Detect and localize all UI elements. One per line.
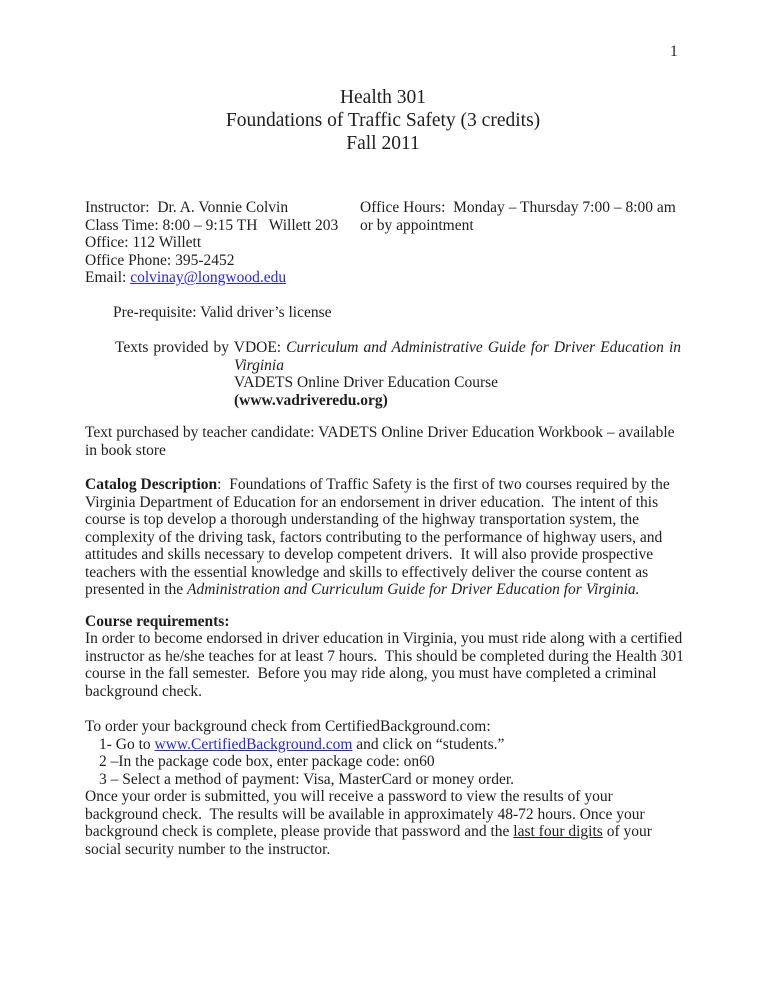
text-run: To order your background check from CertifiedBackground.com: xyxy=(85,718,491,735)
text-run: Once your order is submitted, you will receive a password to view the results of your xyxy=(85,788,613,805)
doc-line xyxy=(85,529,681,547)
doc-line xyxy=(85,442,681,460)
doc-line xyxy=(85,132,681,155)
text-run: Pre-requisite: Valid driver’s license xyxy=(113,303,332,321)
text-run-b: Course requirements: xyxy=(85,612,230,630)
background-check-section xyxy=(85,718,681,858)
text-run: attitudes and skills necessary to develop competent drivers. It will also provide prospective xyxy=(85,546,654,563)
text-run: presented in the xyxy=(85,581,188,598)
hyperlink[interactable]: www.CertifiedBackground.com xyxy=(154,735,353,753)
text-run: 2 –In the package code box, enter package code: on60 xyxy=(99,753,435,770)
text-run: 1- Go to xyxy=(99,735,155,753)
doc-line xyxy=(85,269,360,287)
text-run: in book store xyxy=(85,441,166,459)
text-run: VADETS Online Driver Education Course xyxy=(234,374,499,391)
doc-line xyxy=(85,546,681,564)
text-run: or by appointment xyxy=(360,216,474,234)
doc-line xyxy=(85,217,360,235)
text-run-i: Virginia xyxy=(234,356,284,374)
office-hours-details xyxy=(360,199,681,287)
background-check-intro xyxy=(85,718,681,736)
text-run: course in the fall semester. Before you may ride along, you must have completed a criminal xyxy=(85,665,657,682)
text-run: Virginia Department of Education for an endorsement in driver education. The intent of this xyxy=(85,493,659,511)
instructor-details xyxy=(85,199,360,287)
doc-line xyxy=(85,476,681,494)
doc-line xyxy=(85,199,360,217)
hyperlink[interactable]: colvinay@longwood.edu xyxy=(130,269,287,286)
text-run: Text purchased by teacher candidate: VADETS Online Driver Education Workbook – available xyxy=(85,424,675,441)
text-run: Office Hours: Monday – Thursday 7:00 – 8:00 am xyxy=(360,199,676,216)
text-run: In order to become endorsed in driver education in Virginia, you must ride along with a certified xyxy=(85,630,683,647)
doc-line xyxy=(99,736,681,754)
text-run: background check is complete, please provide that password and the xyxy=(85,823,514,840)
doc-line xyxy=(85,109,681,132)
course-requirements-section xyxy=(85,612,684,701)
text-purchased-paragraph xyxy=(85,424,681,459)
doc-line xyxy=(85,823,681,841)
text-run: 3 – Select a method of payment: Visa, MasterCard or money order. xyxy=(99,770,515,788)
text-run: Email: xyxy=(85,269,131,286)
text-run: of your xyxy=(602,823,652,840)
text-run-i: Administration and Curriculum Guide for Driver Education for Virginia. xyxy=(187,581,640,598)
page-number: 1 xyxy=(670,43,678,60)
texts-provided-section xyxy=(85,339,681,409)
doc-line xyxy=(85,841,681,859)
text-run: : Foundations of Traffic Safety is the first of two courses required by the xyxy=(217,476,670,493)
text-run-b: Catalog Description xyxy=(85,476,218,493)
doc-line xyxy=(99,771,681,789)
text-run-i: Curriculum and Administrative Guide for Driver Education in xyxy=(286,339,681,356)
doc-line xyxy=(85,788,681,806)
background-check-body xyxy=(85,788,681,858)
doc-line xyxy=(85,494,681,512)
text-run: Health 301 xyxy=(339,87,427,108)
catalog-description-paragraph xyxy=(85,476,681,599)
text-run: teachers with the essential knowledge and skills to effectively deliver the course content as xyxy=(85,563,649,581)
doc-line xyxy=(85,511,681,529)
doc-line xyxy=(234,357,681,375)
text-run: course is top develop a thorough understanding of the highway transportation system, the xyxy=(85,511,640,528)
contact-info-section xyxy=(85,199,681,287)
text-run: background check. The results will be available in approximately 48-72 hours. Once your xyxy=(85,805,645,823)
text-run-b: (www.vadriveredu.org) xyxy=(234,391,388,409)
texts-provided-first-line xyxy=(115,339,681,357)
text-run: instructor as he/she teaches for at least 7 hours. This should be completed during the Health 301 xyxy=(85,647,684,665)
course-title-block xyxy=(85,86,681,155)
doc-line xyxy=(85,581,681,599)
text-run-u: last four digits xyxy=(513,823,603,840)
doc-line xyxy=(99,753,681,771)
text-run: Foundations of Traffic Safety (3 credits) xyxy=(225,110,541,131)
doc-line xyxy=(85,630,681,648)
text-run: Office: 112 Willett xyxy=(85,234,202,251)
doc-line xyxy=(234,374,681,392)
doc-line xyxy=(85,683,681,701)
doc-line xyxy=(85,234,360,252)
prerequisite-line xyxy=(113,304,681,322)
doc-line xyxy=(85,665,681,683)
text-run: Office Phone: 395-2452 xyxy=(85,251,235,269)
document-content xyxy=(85,0,684,858)
text-run: Instructor: Dr. A. Vonnie Colvin xyxy=(85,199,289,216)
doc-line xyxy=(85,647,684,666)
text-run: social security number to the instructor. xyxy=(85,840,331,858)
course-requirements-heading xyxy=(85,613,681,631)
course-requirements-body xyxy=(85,630,684,700)
doc-line xyxy=(360,217,681,235)
text-run: background check. xyxy=(85,682,203,700)
text-run: Fall 2011 xyxy=(346,133,420,154)
texts-provided-continuation xyxy=(85,357,681,410)
text-run: and click on “students.” xyxy=(352,735,505,753)
doc-line xyxy=(85,252,360,270)
text-run: Class Time: 8:00 – 9:15 TH Willett 203 xyxy=(85,216,339,234)
doc-line xyxy=(234,392,681,410)
doc-line xyxy=(85,806,681,824)
doc-line xyxy=(85,424,681,442)
doc-line xyxy=(85,564,681,582)
text-run: complexity of the driving task, factors contributing to the performance of highway users, and xyxy=(85,528,663,546)
doc-line xyxy=(85,86,681,109)
text-run: Texts provided by VDOE: xyxy=(115,339,287,356)
background-check-steps xyxy=(85,736,681,789)
doc-line xyxy=(360,199,681,217)
